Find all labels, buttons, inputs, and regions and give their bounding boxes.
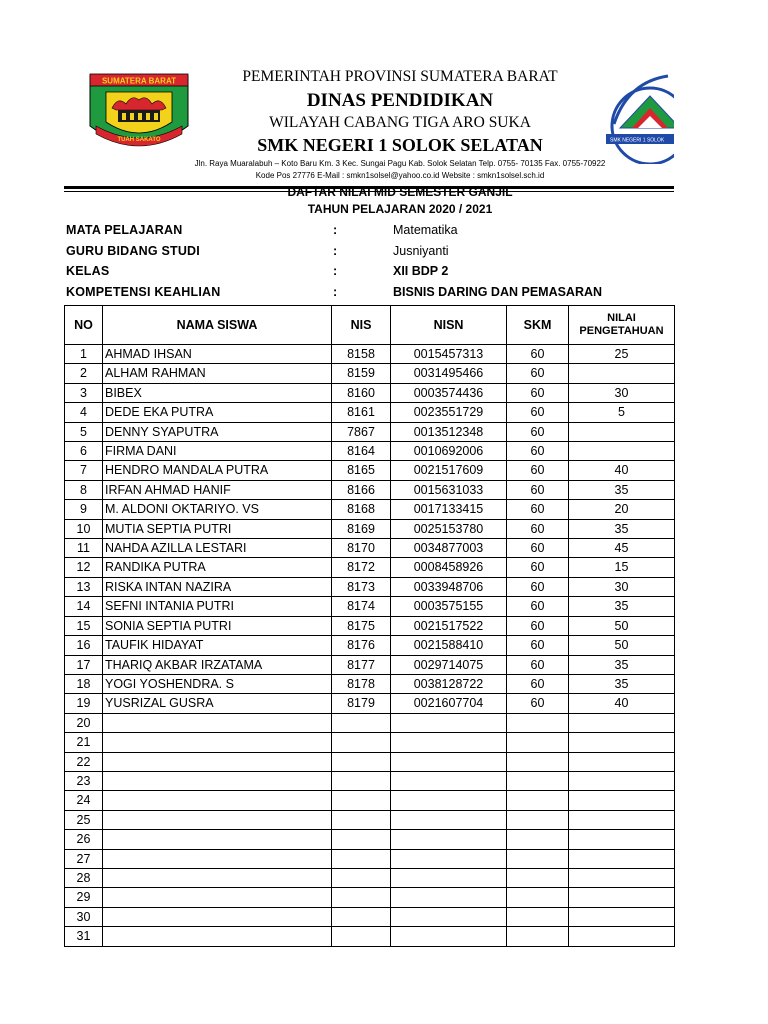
table-row <box>65 771 675 790</box>
info-colon: : <box>333 223 338 237</box>
cell-no: 13 <box>65 577 103 596</box>
table-row <box>65 461 675 480</box>
cell-skm: 60 <box>507 519 569 538</box>
cell-nilai <box>569 791 675 810</box>
cell-nisn: 0023551729 <box>391 403 507 422</box>
cell-nis: 8160 <box>332 383 391 402</box>
cell-no: 17 <box>65 655 103 674</box>
cell-no: 8 <box>65 480 103 499</box>
cell-name <box>103 888 332 907</box>
cell-name: RANDIKA PUTRA <box>103 558 332 577</box>
cell-nilai: 30 <box>569 577 675 596</box>
cell-no: 2 <box>65 364 103 383</box>
cell-name <box>103 927 332 946</box>
cell-skm <box>507 849 569 868</box>
cell-nisn <box>391 733 507 752</box>
department-name: DINAS PENDIDIKAN <box>306 90 494 111</box>
table-row <box>65 345 675 364</box>
cell-nisn: 0003575155 <box>391 597 507 616</box>
info-value-teacher: Jusniyanti <box>393 243 449 258</box>
cell-nisn <box>391 927 507 946</box>
info-value-competency: BISNIS DARING DAN PEMASARAN <box>393 284 603 299</box>
cell-nilai: 40 <box>569 694 675 713</box>
cell-skm: 60 <box>507 403 569 422</box>
cell-skm: 60 <box>507 558 569 577</box>
region-name: WILAYAH CABANG TIGA ARO SUKA <box>269 114 531 131</box>
cell-no: 4 <box>65 403 103 422</box>
cell-no: 18 <box>65 674 103 693</box>
cell-no: 20 <box>65 713 103 732</box>
cell-nisn <box>391 713 507 732</box>
cell-nilai <box>569 868 675 887</box>
school-address: Jln. Raya Muaralabuh – Koto Baru Km. 3 Kec. Sungai Pagu Kab. Solok Selatan Telp. 0755- 70135 Fax. 0755-70922 <box>194 159 606 168</box>
cell-name: YOGI YOSHENDRA. S <box>103 674 332 693</box>
cell-nilai: 5 <box>569 403 675 422</box>
cell-name: TAUFIK HIDAYAT <box>103 636 332 655</box>
table-row <box>65 655 675 674</box>
cell-nisn: 0034877003 <box>391 539 507 558</box>
table-row <box>65 558 675 577</box>
cell-name: HENDRO MANDALA PUTRA <box>103 461 332 480</box>
cell-name <box>103 849 332 868</box>
cell-nilai: 35 <box>569 597 675 616</box>
cell-name: YUSRIZAL GUSRA <box>103 694 332 713</box>
cell-nisn: 0003574436 <box>391 383 507 402</box>
cell-nisn <box>391 810 507 829</box>
table-row <box>65 868 675 887</box>
cell-nisn: 0015457313 <box>391 345 507 364</box>
cell-name: DEDE EKA PUTRA <box>103 403 332 422</box>
cell-name <box>103 733 332 752</box>
table-row <box>65 830 675 849</box>
cell-no: 3 <box>65 383 103 402</box>
cell-skm: 60 <box>507 442 569 461</box>
table-row <box>65 733 675 752</box>
cell-nilai: 50 <box>569 616 675 635</box>
cell-nis <box>332 849 391 868</box>
table-row <box>65 810 675 829</box>
header-no: NO <box>65 306 103 345</box>
cell-nis: 8165 <box>332 461 391 480</box>
cell-name: THARIQ AKBAR IRZATAMA <box>103 655 332 674</box>
school-name: SMK NEGERI 1 SOLOK SELATAN <box>257 135 543 155</box>
cell-nisn: 0013512348 <box>391 422 507 441</box>
table-row <box>65 849 675 868</box>
cell-name <box>103 791 332 810</box>
cell-name: RISKA INTAN NAZIRA <box>103 577 332 596</box>
cell-no: 12 <box>65 558 103 577</box>
cell-nis: 8174 <box>332 597 391 616</box>
cell-no: 29 <box>65 888 103 907</box>
cell-nis: 8172 <box>332 558 391 577</box>
info-label: GURU BIDANG STUDI <box>66 243 200 258</box>
cell-nilai <box>569 830 675 849</box>
cell-name <box>103 752 332 771</box>
cell-no: 24 <box>65 791 103 810</box>
table-row <box>65 442 675 461</box>
cell-nilai <box>569 888 675 907</box>
cell-name: FIRMA DANI <box>103 442 332 461</box>
cell-skm <box>507 830 569 849</box>
cell-name <box>103 830 332 849</box>
cell-nilai: 15 <box>569 558 675 577</box>
table-header-row <box>65 306 675 345</box>
cell-name: BIBEX <box>103 383 332 402</box>
cell-no: 27 <box>65 849 103 868</box>
info-row-class <box>66 262 676 283</box>
emblem-top-text: SUMATERA BARAT <box>101 76 177 86</box>
cell-nilai <box>569 810 675 829</box>
cell-no: 30 <box>65 907 103 926</box>
cell-name <box>103 713 332 732</box>
cell-nis: 8159 <box>332 364 391 383</box>
document-subtitle: TAHUN PELAJARAN 2020 / 2021 <box>307 202 493 216</box>
document-title: DAFTAR NILAI MID SEMESTER GANJIL <box>287 185 513 199</box>
cell-no: 19 <box>65 694 103 713</box>
table-row <box>65 927 675 946</box>
info-block <box>66 221 676 303</box>
cell-nilai <box>569 927 675 946</box>
cell-skm: 60 <box>507 674 569 693</box>
cell-skm <box>507 752 569 771</box>
cell-name: ALHAM RAHMAN <box>103 364 332 383</box>
school-emblem-caption: SMK NEGERI 1 SOLOK <box>610 137 665 144</box>
cell-nisn: 0015631033 <box>391 480 507 499</box>
info-colon: : <box>333 264 338 278</box>
cell-nisn <box>391 771 507 790</box>
cell-skm <box>507 868 569 887</box>
cell-no: 14 <box>65 597 103 616</box>
cell-nis: 8176 <box>332 636 391 655</box>
cell-nilai <box>569 752 675 771</box>
cell-nilai: 35 <box>569 655 675 674</box>
header-nis: NIS <box>332 306 391 345</box>
cell-no: 25 <box>65 810 103 829</box>
cell-nilai <box>569 849 675 868</box>
cell-nisn: 0033948706 <box>391 577 507 596</box>
cell-nilai: 50 <box>569 636 675 655</box>
cell-nis: 8169 <box>332 519 391 538</box>
cell-nisn: 0029714075 <box>391 655 507 674</box>
cell-nisn: 0038128722 <box>391 674 507 693</box>
table-row <box>65 907 675 926</box>
cell-nis <box>332 771 391 790</box>
cell-nilai: 40 <box>569 461 675 480</box>
table-row <box>65 597 675 616</box>
school-contact: Kode Pos 27776 E-Mail : smkn1solsel@yahoo.co.id Website : smkn1solsel.sch.id <box>255 171 545 180</box>
table-row <box>65 403 675 422</box>
table-row <box>65 539 675 558</box>
sumatera-barat-emblem <box>86 70 192 154</box>
header-skm: SKM <box>507 306 569 345</box>
cell-nis: 8178 <box>332 674 391 693</box>
info-value-subject: Matematika <box>393 223 458 237</box>
cell-nisn <box>391 907 507 926</box>
table-row <box>65 519 675 538</box>
cell-name <box>103 907 332 926</box>
cell-skm <box>507 733 569 752</box>
cell-nis: 7867 <box>332 422 391 441</box>
table-row <box>65 888 675 907</box>
cell-nilai <box>569 733 675 752</box>
cell-nisn <box>391 830 507 849</box>
cell-skm: 60 <box>507 345 569 364</box>
cell-skm <box>507 810 569 829</box>
info-value-class: XII BDP 2 <box>393 264 449 278</box>
cell-nilai <box>569 442 675 461</box>
cell-nilai: 20 <box>569 500 675 519</box>
cell-nis: 8166 <box>332 480 391 499</box>
cell-nis: 8161 <box>332 403 391 422</box>
info-label: MATA PELAJARAN <box>66 223 183 237</box>
cell-no: 15 <box>65 616 103 635</box>
info-row-teacher <box>66 242 676 263</box>
cell-nis <box>332 733 391 752</box>
cell-nisn: 0025153780 <box>391 519 507 538</box>
cell-nisn: 0021517522 <box>391 616 507 635</box>
cell-skm <box>507 927 569 946</box>
cell-nis: 8170 <box>332 539 391 558</box>
cell-name: NAHDA AZILLA LESTARI <box>103 539 332 558</box>
cell-nisn <box>391 791 507 810</box>
cell-no: 1 <box>65 345 103 364</box>
cell-no: 31 <box>65 927 103 946</box>
cell-name <box>103 771 332 790</box>
cell-nis <box>332 752 391 771</box>
cell-skm: 60 <box>507 636 569 655</box>
cell-no: 26 <box>65 830 103 849</box>
cell-no: 23 <box>65 771 103 790</box>
cell-nisn: 0010692006 <box>391 442 507 461</box>
cell-no: 10 <box>65 519 103 538</box>
cell-no: 9 <box>65 500 103 519</box>
cell-skm <box>507 791 569 810</box>
table-row <box>65 480 675 499</box>
table-row <box>65 364 675 383</box>
table-body <box>65 345 675 947</box>
info-row-competency <box>66 283 676 304</box>
table-row <box>65 694 675 713</box>
table-row <box>65 577 675 596</box>
cell-skm: 60 <box>507 655 569 674</box>
cell-nis: 8164 <box>332 442 391 461</box>
table-row <box>65 752 675 771</box>
cell-name: SONIA SEPTIA PUTRI <box>103 616 332 635</box>
cell-nisn <box>391 868 507 887</box>
cell-name: M. ALDONI OKTARIYO. VS <box>103 500 332 519</box>
cell-no: 22 <box>65 752 103 771</box>
cell-name <box>103 868 332 887</box>
cell-nilai <box>569 422 675 441</box>
table-row <box>65 422 675 441</box>
cell-name: DENNY SYAPUTRA <box>103 422 332 441</box>
cell-skm: 60 <box>507 616 569 635</box>
cell-skm: 60 <box>507 480 569 499</box>
cell-nis: 8173 <box>332 577 391 596</box>
cell-nisn <box>391 752 507 771</box>
cell-nis <box>332 888 391 907</box>
cell-skm <box>507 907 569 926</box>
cell-nisn: 0021517609 <box>391 461 507 480</box>
cell-skm <box>507 771 569 790</box>
cell-nisn <box>391 849 507 868</box>
cell-nilai: 35 <box>569 519 675 538</box>
cell-nisn: 0031495466 <box>391 364 507 383</box>
cell-nis <box>332 868 391 887</box>
cell-nis: 8175 <box>332 616 391 635</box>
cell-nilai <box>569 713 675 732</box>
cell-skm <box>507 713 569 732</box>
cell-name <box>103 810 332 829</box>
cell-nis: 8168 <box>332 500 391 519</box>
table-row <box>65 616 675 635</box>
cell-name: IRFAN AHMAD HANIF <box>103 480 332 499</box>
cell-no: 11 <box>65 539 103 558</box>
table-row <box>65 791 675 810</box>
cell-nis <box>332 907 391 926</box>
info-colon: : <box>333 243 338 258</box>
cell-no: 28 <box>65 868 103 887</box>
cell-nis <box>332 810 391 829</box>
cell-nilai: 35 <box>569 480 675 499</box>
cell-nilai: 25 <box>569 345 675 364</box>
header-nilai <box>569 306 675 345</box>
cell-no: 5 <box>65 422 103 441</box>
cell-nis <box>332 927 391 946</box>
cell-no: 6 <box>65 442 103 461</box>
cell-nis: 8158 <box>332 345 391 364</box>
info-label: KELAS <box>66 264 110 278</box>
cell-nisn: 0021607704 <box>391 694 507 713</box>
cell-nis <box>332 830 391 849</box>
cell-name: MUTIA SEPTIA PUTRI <box>103 519 332 538</box>
cell-nisn <box>391 888 507 907</box>
cell-nilai: 45 <box>569 539 675 558</box>
cell-nis: 8179 <box>332 694 391 713</box>
grades-table <box>64 305 675 947</box>
cell-nilai: 35 <box>569 674 675 693</box>
cell-nilai <box>569 364 675 383</box>
cell-nisn: 0017133415 <box>391 500 507 519</box>
header-nilai-line1: NILAI <box>607 312 636 324</box>
cell-no: 7 <box>65 461 103 480</box>
cell-skm: 60 <box>507 383 569 402</box>
cell-nisn: 0021588410 <box>391 636 507 655</box>
emblem-bottom-text: TUAH SAKATO <box>117 137 161 143</box>
cell-skm: 60 <box>507 694 569 713</box>
cell-skm: 60 <box>507 364 569 383</box>
table-row <box>65 500 675 519</box>
table-row <box>65 636 675 655</box>
cell-nilai: 30 <box>569 383 675 402</box>
header-nisn: NISN <box>391 306 507 345</box>
cell-no: 21 <box>65 733 103 752</box>
cell-skm: 60 <box>507 577 569 596</box>
cell-skm: 60 <box>507 597 569 616</box>
cell-nisn: 0008458926 <box>391 558 507 577</box>
cell-skm: 60 <box>507 500 569 519</box>
info-colon: : <box>333 284 338 299</box>
cell-nilai <box>569 771 675 790</box>
table-row <box>65 713 675 732</box>
header-name: NAMA SISWA <box>103 306 332 345</box>
info-row-subject <box>66 221 676 242</box>
cell-name: SEFNI INTANIA PUTRI <box>103 597 332 616</box>
cell-nilai <box>569 907 675 926</box>
province-name: PEMERINTAH PROVINSI SUMATERA BARAT <box>242 68 558 85</box>
cell-no: 16 <box>65 636 103 655</box>
cell-nis: 8177 <box>332 655 391 674</box>
info-label: KOMPETENSI KEAHLIAN <box>66 284 221 299</box>
cell-skm: 60 <box>507 539 569 558</box>
table-row <box>65 383 675 402</box>
cell-skm: 60 <box>507 422 569 441</box>
cell-skm: 60 <box>507 461 569 480</box>
cell-nis <box>332 791 391 810</box>
table-row <box>65 674 675 693</box>
cell-name: AHMAD IHSAN <box>103 345 332 364</box>
cell-nis <box>332 713 391 732</box>
cell-skm <box>507 888 569 907</box>
header-nilai-line2: PENGETAHUAN <box>579 325 664 337</box>
